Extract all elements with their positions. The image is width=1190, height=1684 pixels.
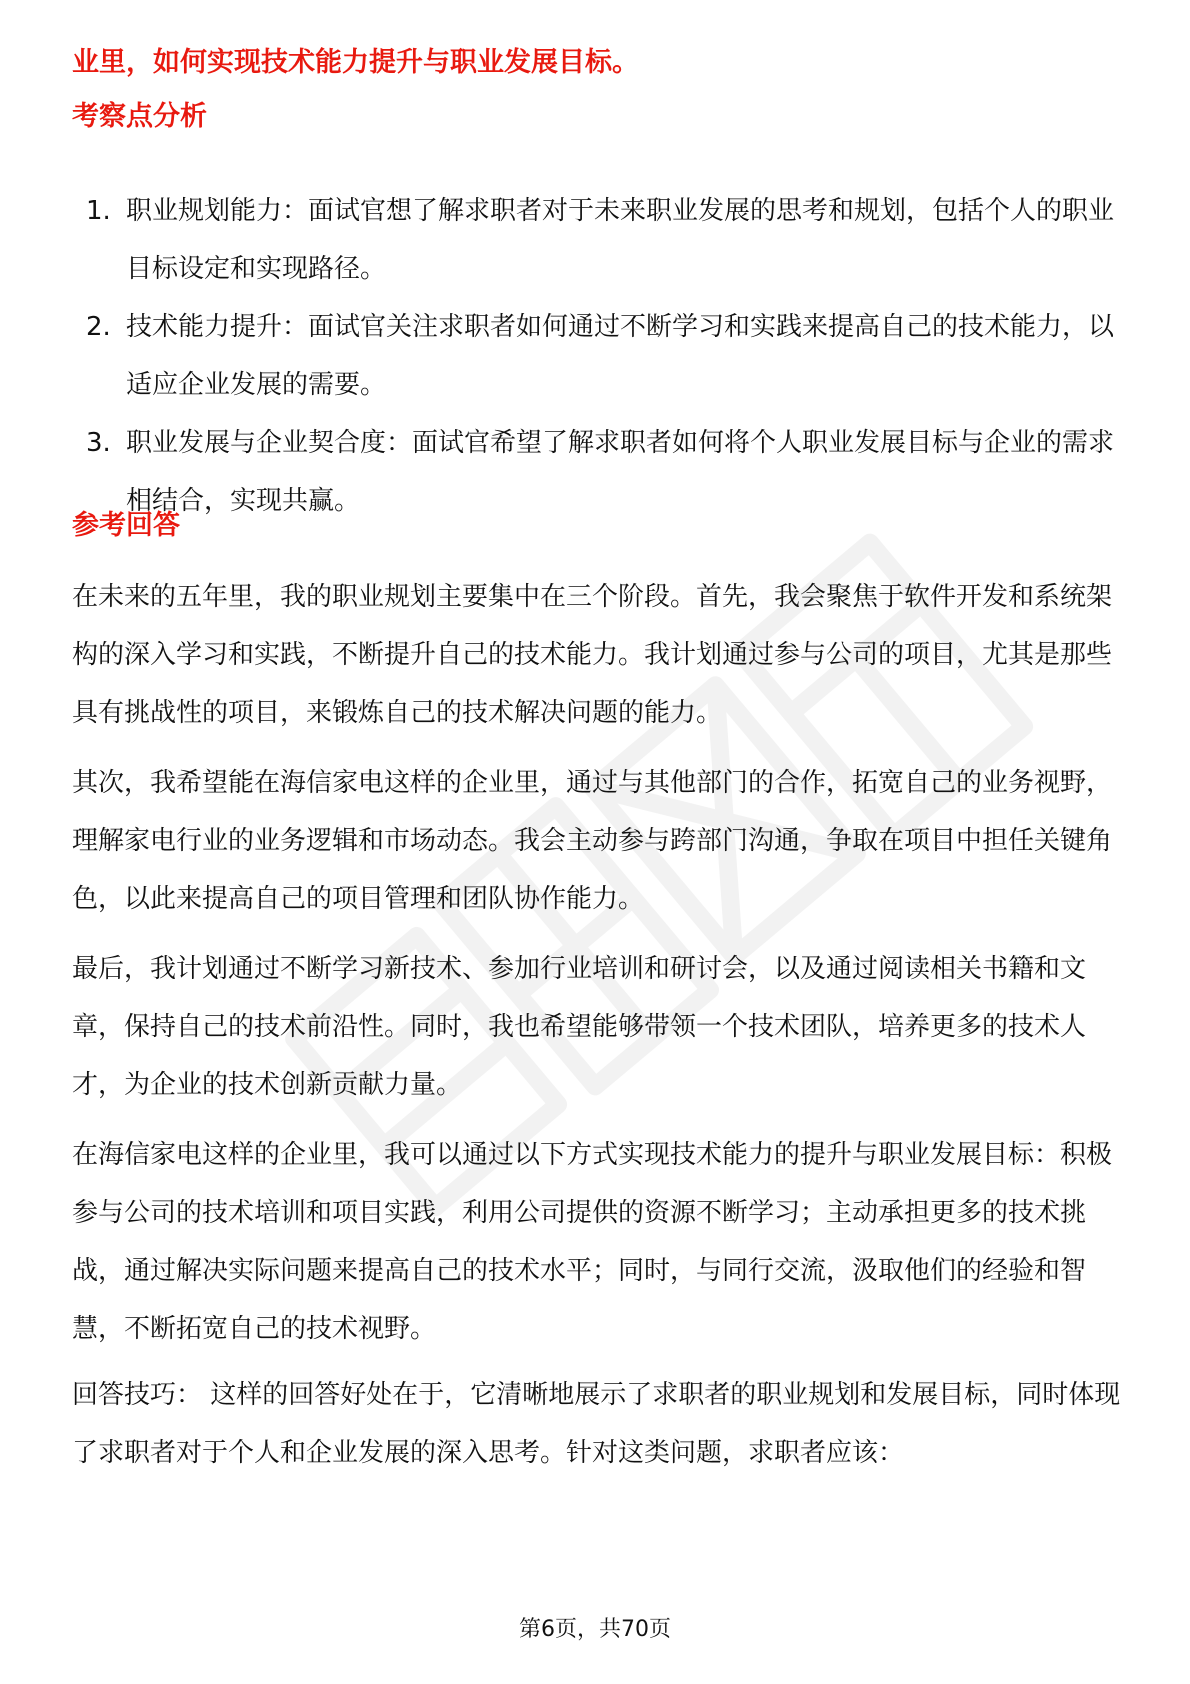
answer-paragraph: 在未来的五年里，我的职业规划主要集中在三个阶段。首先，我会聚焦于软件开发和系统架构的深入学习和实践，不断提升自己的技术能力。我计划通过参与公司的项目，尤其是那些具有挑战性的项目，来锻炼自己的技术解决问题的能力。 xyxy=(72,582,1113,728)
list-item-number: 3. xyxy=(86,428,111,458)
list-item-number: 1. xyxy=(86,196,111,226)
list-item-number: 2. xyxy=(86,312,111,342)
answer-tips-paragraph: 回答技巧： 这样的回答好处在于，它清晰地展示了求职者的职业规划和发展目标，同时体现了求职者对于个人和企业发展的深入思考。针对这类问题，求职者应该： xyxy=(72,1380,1121,1468)
list-item xyxy=(86,414,1126,530)
answer-paragraph: 最后，我计划通过不断学习新技术、参加行业培训和研讨会，以及通过阅读相关书籍和文章，保持自己的技术前沿性。同时，我也希望能够带领一个技术团队，培养更多的技术人才，为企业的技术创新贡献力量。 xyxy=(72,954,1087,1100)
list-item-text: 职业发展与企业契合度：面试官希望了解求职者如何将个人职业发展目标与企业的需求相结合，实现共赢。 xyxy=(126,428,1115,516)
answer-paragraph: 在海信家电这样的企业里，我可以通过以下方式实现技术能力的提升与职业发展目标：积极参与公司的技术培训和项目实践，利用公司提供的资源不断学习；主动承担更多的技术挑战，通过解决实际问题来提高自己的技术水平；同时，与同行交流，汲取他们的经验和智慧，不断拓宽自己的技术视野。 xyxy=(72,1140,1113,1344)
list-item-text: 技术能力提升：面试官关注求职者如何通过不断学习和实践来提高自己的技术能力，以适应企业发展的需要。 xyxy=(126,312,1115,400)
list-item xyxy=(86,182,1126,298)
page-number-footer: 第6页，共70页 xyxy=(519,1617,671,1642)
analysis-section-title: 考察点分析 xyxy=(72,101,207,132)
answer-paragraph: 其次，我希望能在海信家电这样的企业里，通过与其他部门的合作，拓宽自己的业务视野，理解家电行业的业务逻辑和市场动态。我会主动参与跨部门沟通，争取在项目中担任关键角色，以此来提高自己的项目管理和团队协作能力。 xyxy=(72,768,1113,914)
list-item xyxy=(86,298,1126,414)
list-item-text: 职业规划能力：面试官想了解求职者对于未来职业发展的思考和规划，包括个人的职业目标设定和实现路径。 xyxy=(126,196,1115,284)
heading-continuation: 业里，如何实现技术能力提升与职业发展目标。 xyxy=(72,47,639,78)
reference-section-title: 参考回答 xyxy=(72,510,180,541)
analysis-list xyxy=(86,182,1126,530)
